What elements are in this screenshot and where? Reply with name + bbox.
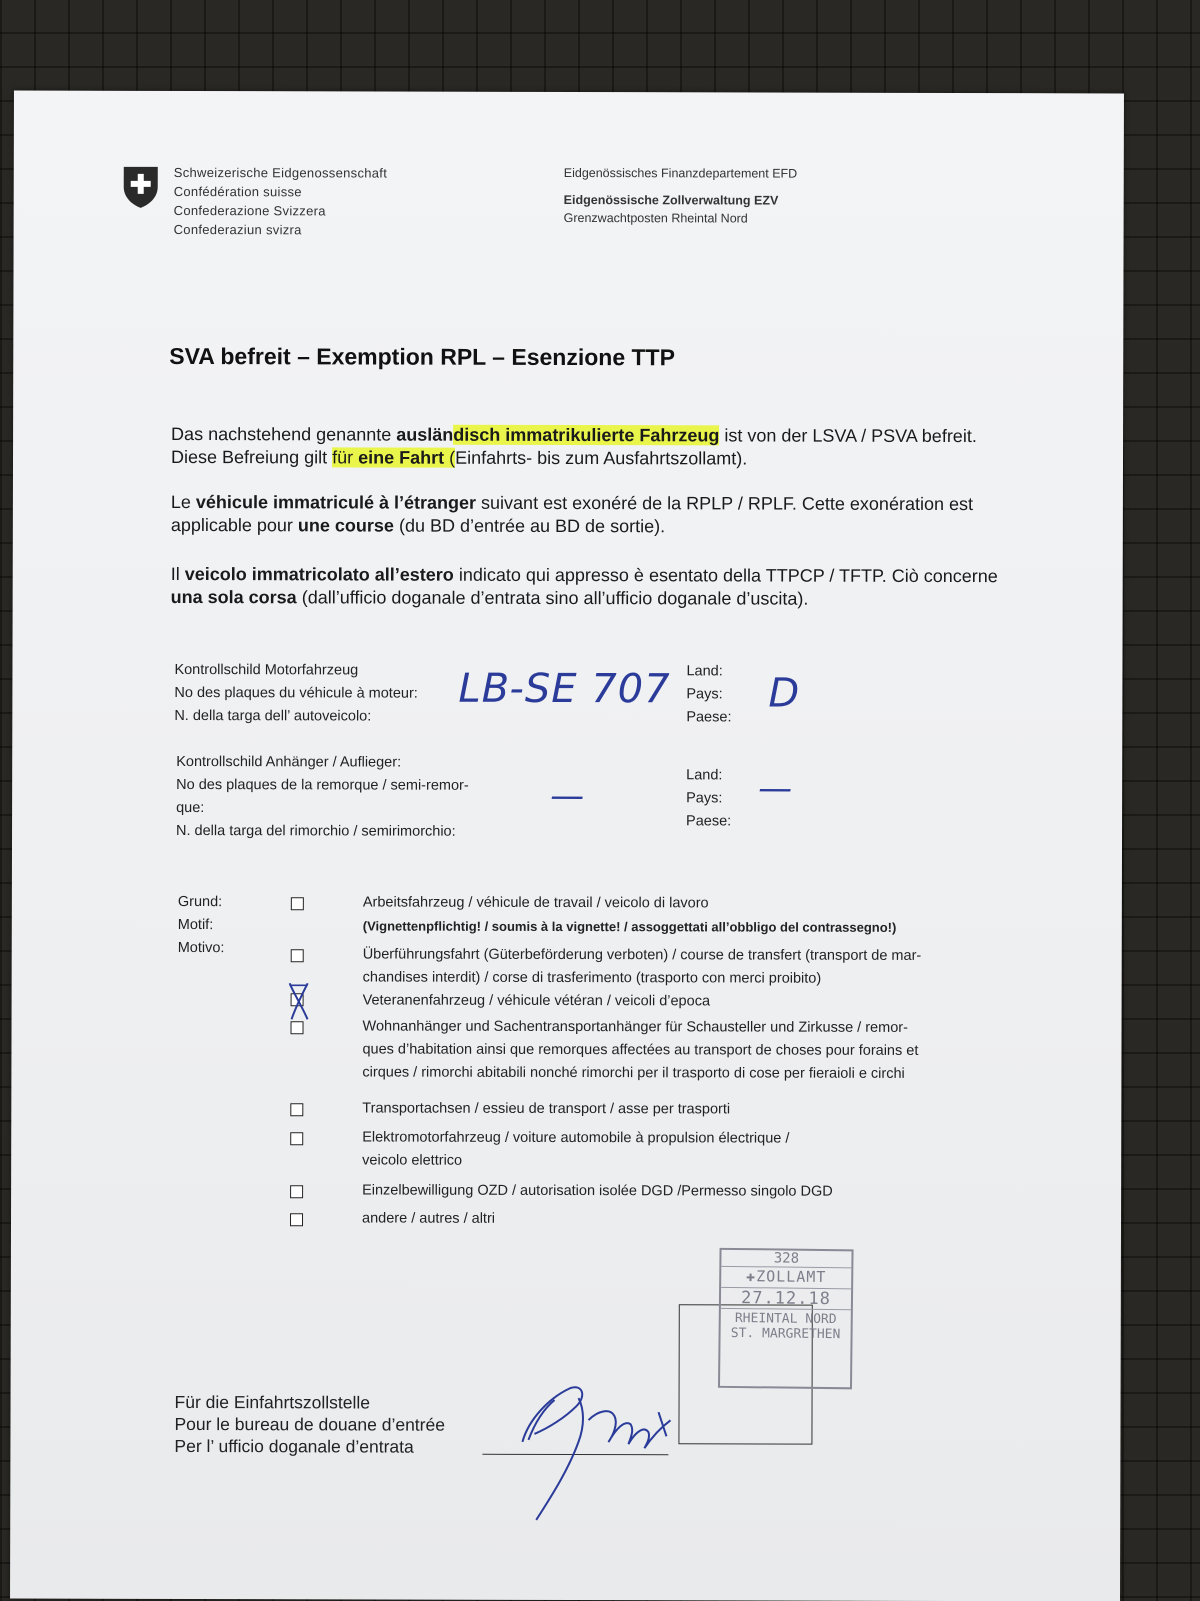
intro-de-text: Einfahrts- bis zum Ausfahrtszollamt). bbox=[455, 447, 748, 469]
confederation-it: Confederazione Svizzera bbox=[173, 202, 326, 219]
intro-paragraph-de bbox=[171, 423, 1001, 471]
country-label-it: Paese: bbox=[686, 813, 732, 830]
reason-label-de: Grund: bbox=[177, 893, 223, 911]
stamp-date: 27.12.18 bbox=[721, 1287, 851, 1310]
reason-option-text: chandises interdit) / corse di trasferimento (trasporto con merci proibito) bbox=[362, 969, 822, 987]
reason-option-veteran bbox=[363, 989, 1013, 1014]
reason-option-note: (Vignettenpflichtig! / soumis à la vignette! / assoggettati all’obbligo del contrassegno!) bbox=[362, 918, 897, 935]
trailer-plate-label-fr-cont: que: bbox=[176, 799, 205, 817]
reason-option-text: Transportachsen / essieu de transport / asse per trasporti bbox=[362, 1100, 731, 1118]
country-label-fr: Pays: bbox=[686, 790, 723, 807]
reason-option-text: veicolo elettrico bbox=[362, 1152, 463, 1169]
country-label-de: Land: bbox=[686, 663, 723, 680]
trailer-plate-value[interactable]: — bbox=[550, 775, 585, 817]
reason-option-text: Überführungsfahrt (Güterbeförderung verboten) / course de transfert (transport de mar- bbox=[362, 946, 922, 964]
reason-label-it: Motivo: bbox=[177, 939, 225, 957]
intro-de-highlight: für bbox=[332, 447, 359, 468]
stamp-office bbox=[721, 1267, 851, 1286]
confederation-fr: Confédération suisse bbox=[173, 183, 302, 200]
reason-option-text: Arbeitsfahrzeug / véhicule de travail / veicolo di lavoro bbox=[362, 894, 709, 912]
intro-de-text: Das nachstehend genannte bbox=[171, 423, 397, 445]
intro-fr-text: (du BD d’entrée au BD de sortie). bbox=[393, 515, 666, 537]
form-title: SVA befreit – Exemption RPL – Esenzione TTP bbox=[169, 342, 676, 371]
intro-de-bold-highlight: disch immatrikulierte Fahrzeug bbox=[453, 424, 720, 446]
intro-fr-text: suivant est exonéré de la RPLP / RPLF. Cette exonération est applicable pour bbox=[170, 492, 974, 536]
trailer-plate-label-it: N. della targa del rimorchio / semirimorchio: bbox=[176, 822, 456, 840]
vehicle-country-labels bbox=[686, 660, 731, 729]
confederation-names bbox=[174, 163, 388, 240]
intro-fr-bold: une course bbox=[297, 515, 394, 536]
swiss-cross-icon: ✚ bbox=[746, 1267, 757, 1286]
reason-checkbox-other[interactable] bbox=[290, 1213, 303, 1226]
swiss-coat-of-arms-icon bbox=[122, 165, 160, 209]
reason-checkbox-transfer[interactable] bbox=[291, 949, 304, 962]
intro-de-highlight: ( bbox=[444, 447, 456, 468]
intro-it-text: indicato qui appresso è esentato della TTPCP / TFTP. Ciò concerne bbox=[453, 564, 998, 587]
intro-it-text: (dall’ufficio doganale d’entrata sino all’ufficio doganale d’uscita). bbox=[296, 587, 809, 609]
confederation-rm: Confederaziun svizra bbox=[173, 221, 302, 238]
reason-option-electric bbox=[362, 1126, 1012, 1174]
signature-label-de: Für die Einfahrtszollstelle bbox=[174, 1391, 371, 1413]
trailer-plate-label-de: Kontrollschild Anhänger / Auflieger: bbox=[176, 753, 402, 771]
country-label-de: Land: bbox=[686, 767, 723, 784]
reason-option-work-vehicle bbox=[363, 891, 1013, 940]
handwritten-signature bbox=[498, 1380, 688, 1530]
reason-option-showmen-trailer bbox=[362, 1015, 1012, 1086]
reason-option-text: Elektromotorfahrzeug / voiture automobile à propulsion électrique / bbox=[362, 1129, 790, 1147]
reason-checkbox-transport-axles[interactable] bbox=[290, 1103, 303, 1116]
reason-option-other bbox=[362, 1207, 1012, 1232]
reason-option-text: cirques / rimorchi abitabili nonché rimorchi per il trasporto di cose per fieraioli e circhi bbox=[362, 1064, 905, 1082]
reason-option-text: Veteranenfahrzeug / véhicule vétéran / veicoli d’epoca bbox=[362, 992, 711, 1010]
post-name: Grenzwachtposten Rheintal Nord bbox=[563, 210, 748, 226]
intro-paragraph-fr bbox=[171, 491, 1001, 539]
signature-label-it: Per l’ ufficio doganale d’entrata bbox=[174, 1435, 414, 1457]
department-block bbox=[564, 164, 798, 228]
administration-name: Eidgenössische Zollverwaltung EZV bbox=[563, 192, 779, 208]
handwritten-check-mark-icon bbox=[284, 979, 314, 1023]
vehicle-plate-labels bbox=[174, 659, 418, 729]
stamp-place-1: RHEINTAL NORD bbox=[734, 1310, 837, 1328]
stamp-place-2: ST. MARGRETHEN bbox=[730, 1325, 841, 1343]
department-name: Eidgenössisches Finanzdepartement EFD bbox=[563, 165, 798, 181]
intro-it-bold: una sola corsa bbox=[170, 586, 297, 608]
reason-label-fr: Motif: bbox=[177, 916, 214, 934]
reason-option-text: Einzelbewilligung OZD / autorisation isolée DGD /Permesso singolo DGD bbox=[362, 1182, 833, 1200]
vehicle-plate-label-fr: No des plaques du véhicule à moteur: bbox=[174, 684, 418, 702]
intro-it-text: Il bbox=[170, 563, 185, 584]
signature-labels bbox=[174, 1391, 445, 1458]
stamp-office-text: ZOLLAMT bbox=[756, 1267, 827, 1287]
reason-checkbox-work-vehicle[interactable] bbox=[291, 897, 304, 910]
reason-checkbox-individual-permit[interactable] bbox=[290, 1185, 303, 1198]
signature-label-fr: Pour le bureau de douane d’entrée bbox=[174, 1413, 446, 1435]
reason-option-text: Wohnanhänger und Sachentransportanhänger für Schausteller und Zirkusse / remor- bbox=[362, 1018, 908, 1036]
stamp-number: 328 bbox=[721, 1250, 851, 1268]
reason-labels bbox=[178, 891, 225, 960]
intro-de-text: ist von der LSVA / PSVA befreit. Diese Befreiung gilt bbox=[170, 425, 977, 468]
intro-it-bold: veicolo immatricolato all’estero bbox=[184, 563, 454, 585]
country-label-it: Paese: bbox=[686, 709, 732, 726]
trailer-country-value[interactable]: — bbox=[758, 768, 793, 809]
reason-option-transfer bbox=[363, 943, 1013, 991]
vehicle-country-value[interactable]: D bbox=[768, 670, 800, 717]
customs-form-sheet bbox=[10, 91, 1124, 1601]
vehicle-plate-label-de: Kontrollschild Motorfahrzeug bbox=[174, 661, 359, 679]
intro-de-bold: auslän bbox=[396, 424, 454, 445]
trailer-plate-label-fr: No des plaques de la remorque / semi-remor- bbox=[176, 776, 469, 794]
reason-checkbox-showmen-trailer[interactable] bbox=[291, 1021, 304, 1034]
intro-de-bold-highlight: eine Fahrt bbox=[358, 447, 445, 468]
customs-stamp bbox=[718, 1248, 854, 1390]
intro-paragraph-it bbox=[171, 563, 1001, 611]
reason-option-text: ques d’habitation ainsi que remorques affectées au transport de choses pour forains et bbox=[362, 1041, 919, 1059]
confederation-de: Schweizerische Eidgenossenschaft bbox=[173, 164, 388, 181]
trailer-country-labels bbox=[686, 764, 731, 833]
vehicle-plate-value[interactable]: LB-SE 707 bbox=[458, 665, 671, 713]
reason-checkbox-electric[interactable] bbox=[290, 1132, 303, 1145]
country-label-fr: Pays: bbox=[686, 686, 723, 703]
reason-option-text: andere / autres / altri bbox=[362, 1210, 496, 1227]
vehicle-plate-label-it: N. della targa dell’ autoveicolo: bbox=[174, 707, 372, 725]
trailer-plate-labels bbox=[176, 751, 469, 844]
reason-option-individual-permit bbox=[362, 1179, 1012, 1204]
reason-option-transport-axles bbox=[362, 1097, 1012, 1122]
intro-fr-bold: véhicule immatriculé à l’étranger bbox=[195, 492, 477, 513]
intro-fr-text: Le bbox=[170, 491, 196, 513]
